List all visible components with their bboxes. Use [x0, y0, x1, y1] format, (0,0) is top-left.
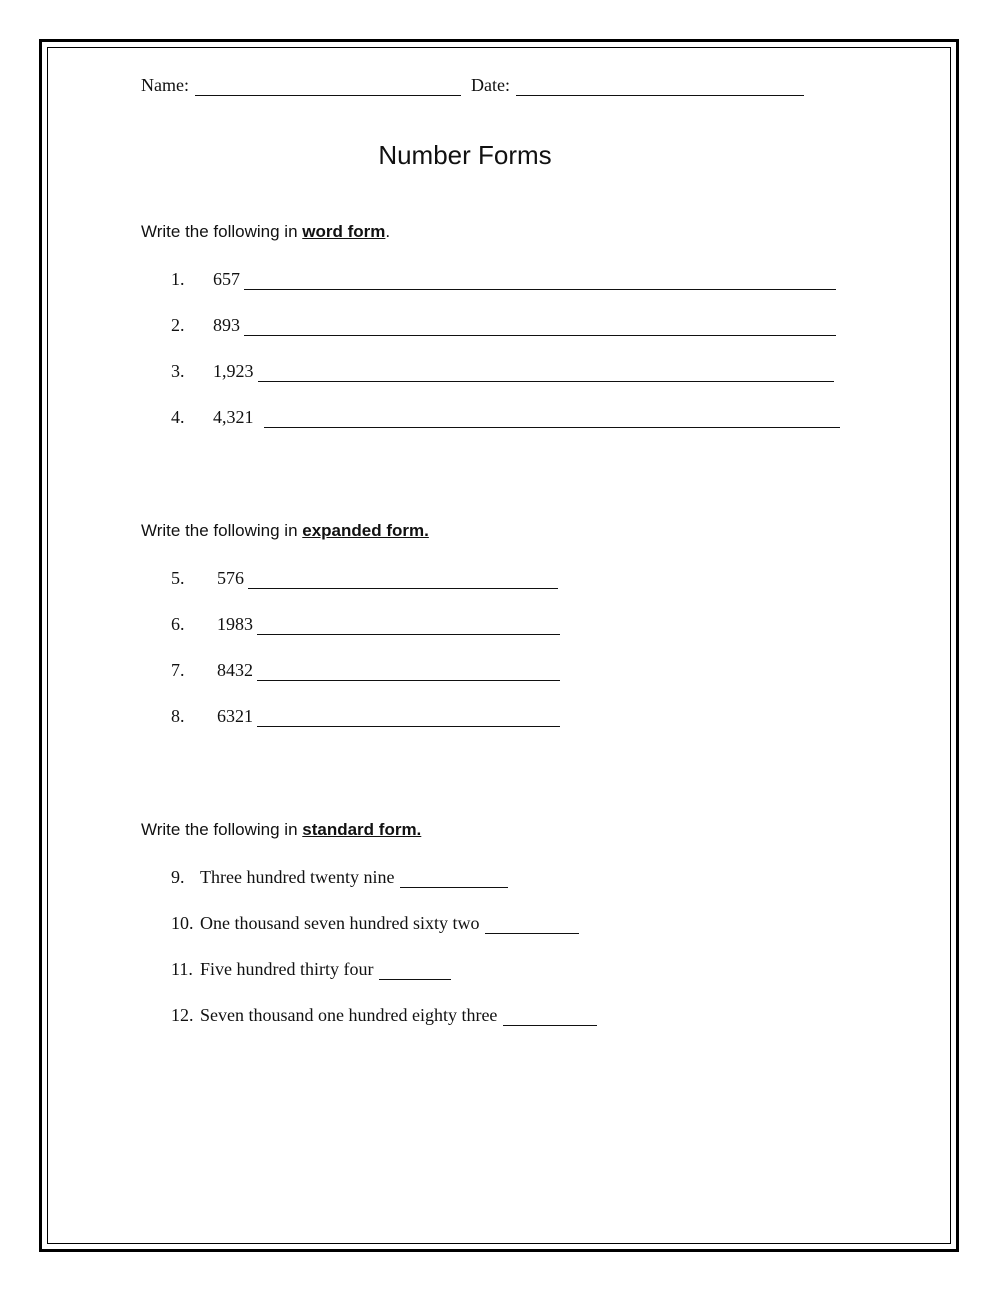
answer-line[interactable]: [257, 710, 560, 727]
instruction-prefix: Write the following in: [141, 222, 303, 241]
question-value: 8432: [217, 660, 253, 680]
instruction-suffix: .: [385, 222, 391, 241]
name-blank[interactable]: [195, 77, 461, 96]
answer-line[interactable]: [248, 572, 558, 589]
question-3: [171, 358, 834, 382]
instruction-emphasis: word form: [302, 222, 386, 241]
instruction-prefix: Write the following in: [141, 820, 303, 839]
question-number: 3.: [171, 361, 185, 381]
question-value: 1983: [217, 614, 253, 634]
answer-line[interactable]: [244, 273, 836, 290]
question-8: [171, 703, 560, 727]
name-label: Name:: [141, 75, 189, 95]
answer-line[interactable]: [379, 963, 451, 980]
question-12: [171, 1002, 597, 1026]
question-number: 4.: [171, 407, 185, 427]
answer-line[interactable]: [503, 1009, 597, 1026]
question-value: 1,923: [213, 361, 254, 381]
question-value: 6321: [217, 706, 253, 726]
question-value: Three hundred twenty nine: [200, 867, 395, 887]
question-value: Seven thousand one hundred eighty three: [200, 1005, 498, 1025]
page-title: Number Forms: [378, 140, 552, 170]
answer-line[interactable]: [258, 365, 834, 382]
answer-line[interactable]: [400, 871, 508, 888]
question-number: 7.: [171, 660, 185, 680]
question-9: [171, 864, 508, 888]
instruction-expanded-form: [141, 521, 429, 541]
instruction-prefix: Write the following in: [141, 521, 303, 540]
question-2: [171, 312, 836, 336]
question-value: One thousand seven hundred sixty two: [200, 913, 480, 933]
question-1: [171, 266, 836, 290]
instruction-emphasis: expanded form.: [302, 521, 429, 540]
question-value: Five hundred thirty four: [200, 959, 374, 979]
instruction-standard-form: [141, 820, 421, 840]
question-number: 5.: [171, 568, 185, 588]
question-5: [171, 565, 558, 589]
question-value: 576: [217, 568, 244, 588]
question-11: [171, 956, 451, 980]
question-number: 11.: [171, 959, 193, 979]
question-6: [171, 611, 560, 635]
question-value: 4,321: [213, 407, 254, 427]
question-number: 9.: [171, 867, 185, 887]
question-4: [171, 404, 840, 428]
instruction-emphasis: standard form.: [302, 820, 422, 839]
answer-line[interactable]: [485, 917, 579, 934]
date-label: Date:: [470, 75, 510, 95]
question-number: 10.: [171, 913, 194, 933]
date-blank[interactable]: [516, 77, 804, 96]
answer-line[interactable]: [257, 664, 560, 681]
answer-line[interactable]: [257, 618, 560, 635]
question-number: 12.: [171, 1005, 194, 1025]
question-value: 893: [213, 315, 240, 335]
header-row: [141, 68, 804, 96]
question-number: 1.: [171, 269, 185, 289]
question-number: 2.: [171, 315, 185, 335]
question-value: 657: [213, 269, 240, 289]
question-number: 6.: [171, 614, 185, 634]
answer-line[interactable]: [244, 319, 836, 336]
question-7: [171, 657, 560, 681]
answer-line[interactable]: [264, 411, 840, 428]
question-number: 8.: [171, 706, 185, 726]
question-10: [171, 910, 579, 934]
instruction-word-form: [141, 222, 390, 242]
